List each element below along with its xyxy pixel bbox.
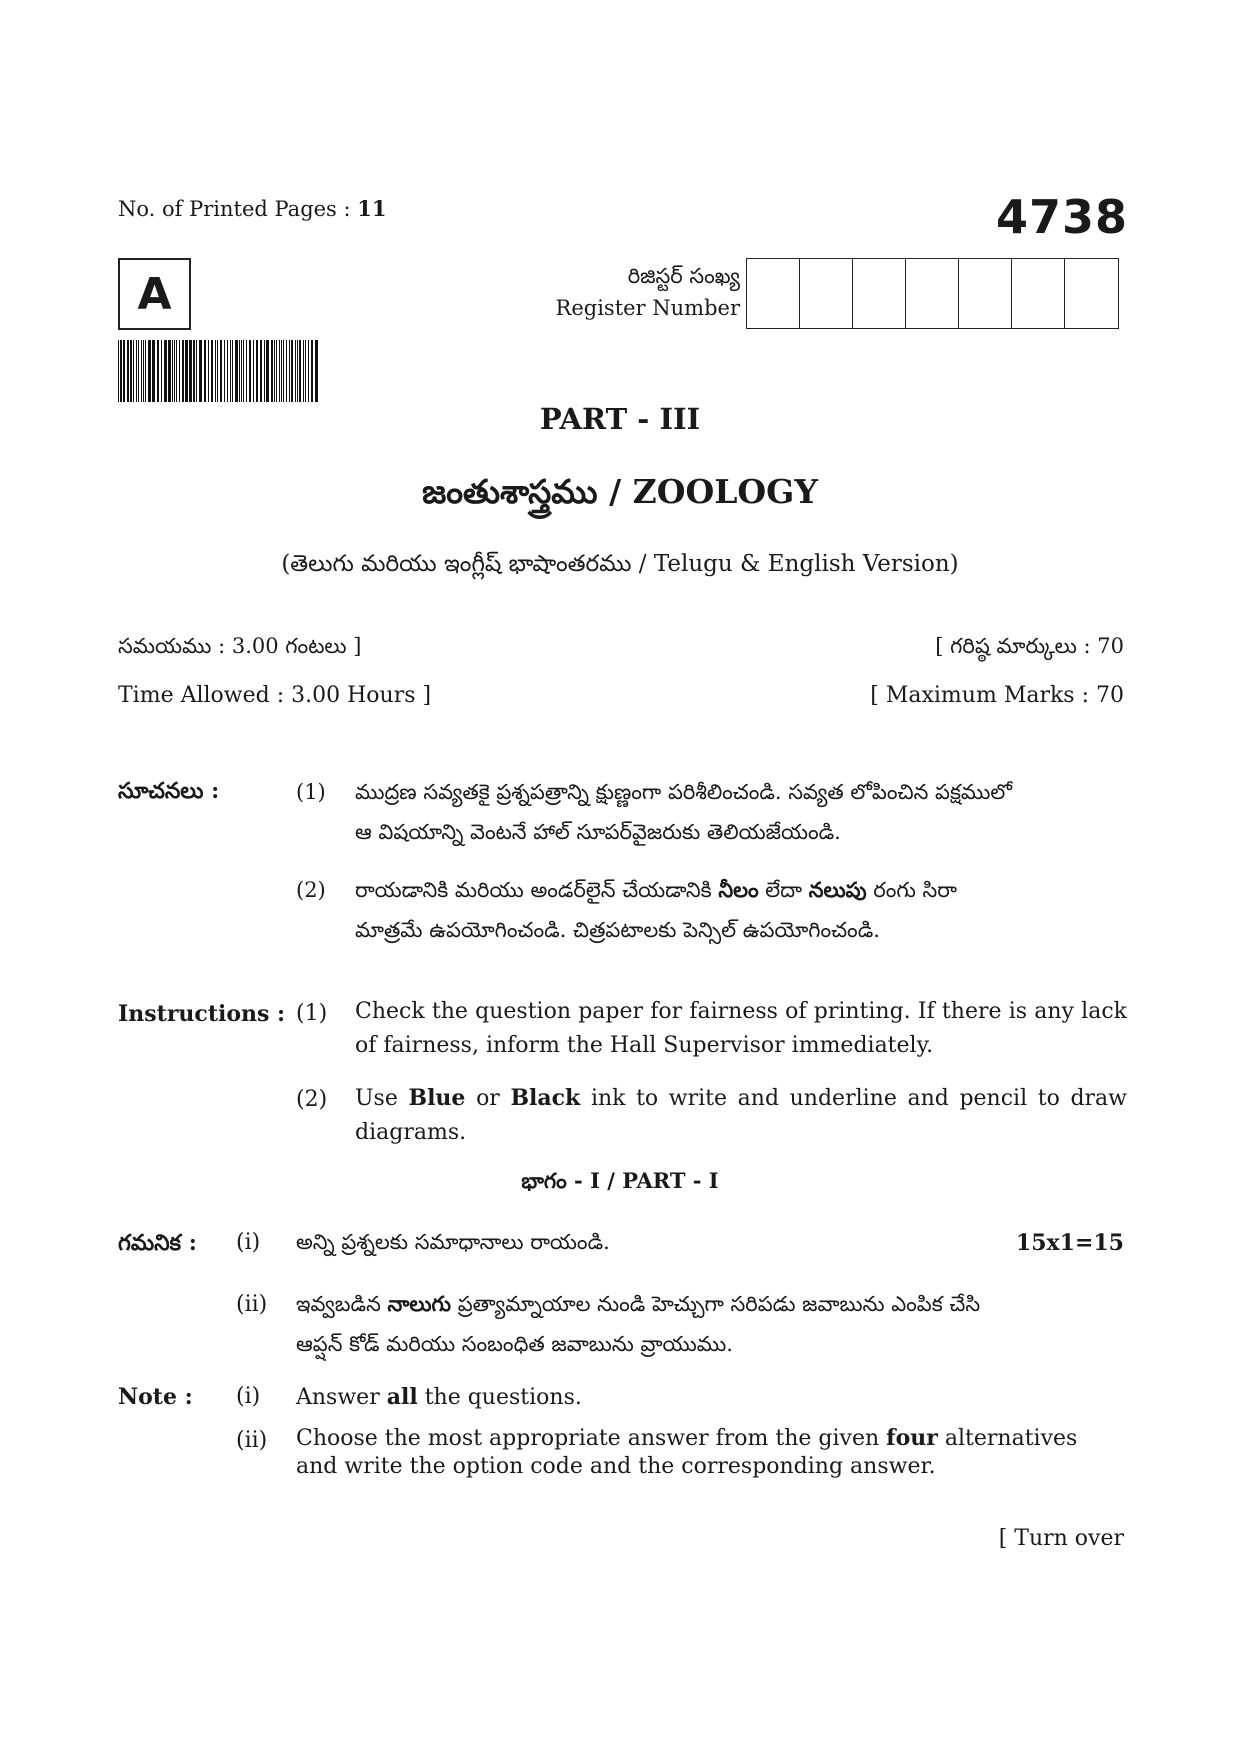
text: the questions. <box>424 1385 582 1410</box>
emphasis-blue: Blue <box>408 1085 466 1111</box>
register-digit-box[interactable] <box>853 259 906 328</box>
barcode-bar <box>176 340 177 402</box>
barcode-bar <box>133 340 134 402</box>
text: ink to write and underline and pencil to draw diagrams. <box>355 1086 1127 1145</box>
barcode-bar <box>232 340 233 402</box>
item-number: (i) <box>236 1384 261 1409</box>
barcode-bar <box>283 340 284 402</box>
barcode-bar <box>199 340 202 402</box>
barcode-bar <box>152 340 155 402</box>
barcode-bar <box>215 340 216 402</box>
instruction-te-1-line1: ముద్రణ సవ్యతకై ప్రశ్నపత్రాన్ని క్షుణ్ణంగా పరిశీలించండి. సవ్యత లోపించిన పక్షములో <box>355 780 1013 804</box>
note-en-2-line2: and write the option code and the corresponding answer. <box>296 1454 936 1479</box>
instruction-te-2-line2: మాత్రమే ఉపయోగించండి. చిత్రపటాలకు పెన్సిల్ ఉపయోగించండి. <box>355 918 880 942</box>
text: ప్రత్యామ్నాయాల నుండి హెచ్చుగా సరిపడు జవాబును ఎంపిక చేసి <box>457 1292 981 1316</box>
barcode-bar <box>274 340 275 402</box>
barcode-bar <box>164 340 167 402</box>
instruction-en-1: Check the question paper for fairness of printing. If there is any lack of fairness, inform the Hall Supervisor immediately. <box>355 999 1127 1058</box>
barcode-bar <box>289 340 290 402</box>
note-te-1: అన్ని ప్రశ్నలకు సమాధానాలు రాయండి. <box>296 1230 610 1254</box>
marks-distribution: 15x1=15 <box>1015 1230 1124 1256</box>
barcode-bar <box>179 340 180 402</box>
barcode-bar <box>253 340 254 402</box>
barcode-bar <box>182 340 184 402</box>
barcode-bar <box>120 340 122 402</box>
barcode-bar <box>286 340 287 402</box>
barcode-bar <box>157 340 159 402</box>
barcode-bar <box>315 340 318 402</box>
barcode-bar <box>260 340 262 402</box>
barcode-bar <box>295 340 296 402</box>
barcode-bar <box>230 340 231 402</box>
register-label-en: Register Number <box>555 296 740 320</box>
barcode-bar <box>138 340 139 402</box>
item-number: (ii) <box>236 1292 268 1317</box>
barcode-bar <box>172 340 173 402</box>
instructions-en-heading: Instructions : <box>118 1001 286 1027</box>
barcode-bar <box>208 340 209 402</box>
item-number: (1) <box>296 780 326 804</box>
barcode-bar <box>204 340 206 402</box>
text: Choose the most appropriate answer from the given <box>296 1426 880 1451</box>
barcode-bar <box>281 340 282 402</box>
note-en-heading: Note : <box>118 1384 193 1410</box>
register-number-label <box>520 260 740 324</box>
barcode-bar <box>211 340 213 402</box>
register-number-boxes <box>746 258 1119 329</box>
barcode-bar <box>271 340 273 402</box>
text: Answer <box>296 1385 380 1410</box>
barcode-bar <box>217 340 218 402</box>
note-te-2-line2: ఆప్షన్ కోడ్ మరియు సంబంధిత జవాబును వ్రాయుము. <box>296 1332 733 1356</box>
instruction-te-2-line1 <box>355 870 1125 910</box>
barcode-bar <box>148 340 151 402</box>
instructions-te-heading: సూచనలు : <box>118 778 220 804</box>
printed-pages <box>118 196 387 221</box>
register-digit-box[interactable] <box>1065 259 1118 328</box>
item-number: (2) <box>296 878 326 902</box>
text: లేదా <box>765 878 803 902</box>
barcode-bar <box>276 340 277 402</box>
item-number: (1) <box>296 1001 328 1026</box>
barcode-bar <box>189 340 192 402</box>
register-digit-box[interactable] <box>747 259 800 328</box>
barcode-bar <box>168 340 171 402</box>
register-digit-box[interactable] <box>906 259 959 328</box>
max-marks-te: [ గరిష్ఠ మార్కులు : 70 <box>935 634 1124 658</box>
barcode-bar <box>118 340 119 402</box>
note-en-1 <box>296 1384 582 1410</box>
version-line: (తెలుగు మరియు ఇంగ్లీష్ భాషాంతరము / Telugu & English Version) <box>281 551 959 577</box>
barcode-bar <box>297 340 298 402</box>
emphasis-blue: నీలం <box>718 877 759 902</box>
barcode-bar <box>235 340 238 402</box>
instruction-te-1 <box>355 772 1125 852</box>
instruction-te-2 <box>355 870 1125 950</box>
text: or <box>476 1086 500 1111</box>
turn-over: [ Turn over <box>998 1526 1124 1551</box>
barcode-bar <box>299 340 301 402</box>
barcode-bar <box>303 340 304 402</box>
emphasis-all: all <box>386 1384 418 1410</box>
text: ఇవ్వబడిన <box>296 1292 381 1316</box>
barcode-bar <box>266 340 269 402</box>
emphasis-four: four <box>886 1425 938 1451</box>
series-box <box>118 258 191 330</box>
barcode-bar <box>246 340 247 402</box>
register-label-te: రిజిస్టర్ సంఖ్య <box>627 264 740 288</box>
emphasis-four: నాలుగు <box>387 1291 451 1316</box>
barcode-bar <box>161 340 162 402</box>
barcode-bar <box>174 340 175 402</box>
instruction-te-1-line2: ఆ విషయాన్ని వెంటనే హాల్ సూపర్‌వైజరుకు తెలియజేయండి. <box>355 820 841 844</box>
note-en-2-line1 <box>296 1424 1116 1453</box>
printed-pages-value: 11 <box>357 196 387 221</box>
emphasis-black: నలుపు <box>808 877 867 902</box>
barcode-bar <box>127 340 129 402</box>
item-number: (2) <box>296 1087 328 1112</box>
max-marks-en: [ Maximum Marks : 70 <box>870 683 1124 708</box>
item-number: (i) <box>236 1230 261 1255</box>
emphasis-black: Black <box>510 1085 581 1111</box>
barcode-bar <box>143 340 144 402</box>
text: రాయడానికి మరియు అండర్‌లైన్ చేయడానికి <box>355 878 712 902</box>
register-digit-box[interactable] <box>959 259 1012 328</box>
item-number: (ii) <box>236 1428 268 1453</box>
register-digit-box[interactable] <box>1012 259 1065 328</box>
question-paper-code: 4738 <box>995 190 1128 244</box>
time-allowed-en: Time Allowed : 3.00 Hours ] <box>118 683 432 708</box>
barcode-bar <box>291 340 293 402</box>
barcode-bar <box>130 340 132 402</box>
text: Use <box>355 1086 398 1111</box>
note-te-heading: గమనిక : <box>118 1230 197 1256</box>
barcode-bar <box>227 340 228 402</box>
barcode-bar <box>220 340 222 402</box>
barcode-bar <box>256 340 258 402</box>
barcode-bar <box>264 340 265 402</box>
text: రంగు సిరా <box>873 878 957 902</box>
barcode-bar <box>224 340 225 402</box>
barcode-bar <box>243 340 244 402</box>
barcode-bar <box>241 340 242 402</box>
barcode-bar <box>136 340 137 402</box>
subject-title: జంతుశాస్త్రము / ZOOLOGY <box>422 472 818 511</box>
time-allowed-te: సమయము : 3.00 గంటలు ] <box>118 634 362 658</box>
section-title: భాగం - I / PART - I <box>521 1168 719 1193</box>
barcode-bar <box>145 340 146 402</box>
note-te-2 <box>296 1284 1096 1364</box>
series-letter: A <box>137 268 172 320</box>
register-digit-box[interactable] <box>800 259 853 328</box>
barcode-bar <box>123 340 125 402</box>
barcode-bar <box>249 340 251 402</box>
barcode-bar <box>308 340 309 402</box>
printed-pages-label: No. of Printed Pages : <box>118 197 351 221</box>
instruction-en-2 <box>355 1081 1127 1150</box>
barcode-bar <box>239 340 240 402</box>
barcode-bar <box>311 340 313 402</box>
barcode-bar <box>185 340 188 402</box>
part-title: PART - III <box>539 402 701 436</box>
note-en-2 <box>296 1424 1116 1481</box>
barcode-bar <box>279 340 280 402</box>
barcode-bar <box>141 340 142 402</box>
barcode <box>118 340 318 402</box>
text: alternatives <box>944 1426 1078 1451</box>
barcode-bar <box>305 340 306 402</box>
note-te-2-line1 <box>296 1284 1096 1324</box>
barcode-bar <box>193 340 195 402</box>
barcode-bar <box>196 340 197 402</box>
